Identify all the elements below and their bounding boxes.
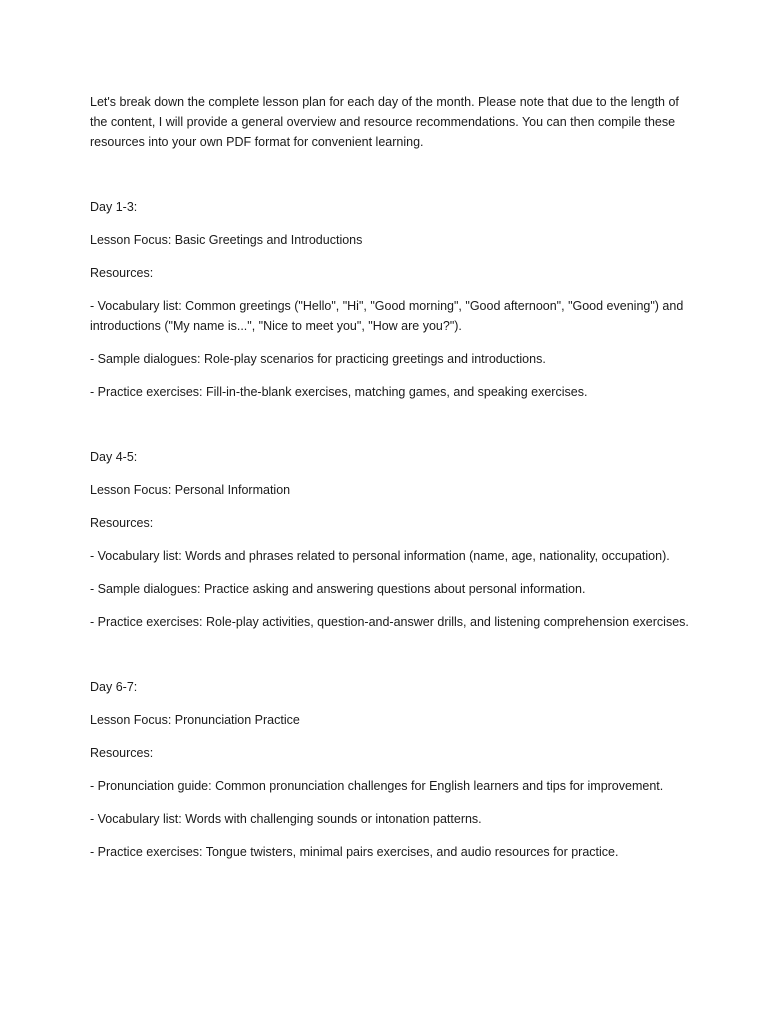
resource-item: - Practice exercises: Role-play activities, question-and-answer drills, and listening comprehension exercises. bbox=[90, 615, 689, 629]
lesson-focus: Lesson Focus: Basic Greetings and Introductions bbox=[90, 233, 363, 247]
day-section-3 bbox=[90, 677, 690, 862]
day-heading: Day 4-5: bbox=[90, 450, 138, 464]
resource-item: - Sample dialogues: Role-play scenarios for practicing greetings and introductions. bbox=[90, 352, 546, 366]
resource-item: - Vocabulary list: Common greetings ("Hello", "Hi", "Good morning", "Good afternoon", "Good evening") and introductions ("My name is...", "Nice to meet you", "How are you?"). bbox=[90, 299, 684, 333]
day-heading: Day 1-3: bbox=[90, 200, 138, 214]
resources-label: Resources: bbox=[90, 516, 154, 530]
resources-label: Resources: bbox=[90, 266, 154, 280]
resource-item: - Practice exercises: Tongue twisters, minimal pairs exercises, and audio resources for practice. bbox=[90, 845, 619, 859]
day-heading: Day 6-7: bbox=[90, 680, 138, 694]
lesson-focus: Lesson Focus: Pronunciation Practice bbox=[90, 713, 300, 727]
resource-item: - Vocabulary list: Words and phrases related to personal information (name, age, nationality, occupation). bbox=[90, 549, 670, 563]
day-section-2 bbox=[90, 447, 690, 632]
resource-item: - Pronunciation guide: Common pronunciation challenges for English learners and tips for improvement. bbox=[90, 779, 664, 793]
document-page bbox=[90, 92, 690, 862]
resources-label: Resources: bbox=[90, 746, 154, 760]
resource-item: - Sample dialogues: Practice asking and answering questions about personal information. bbox=[90, 582, 586, 596]
resource-item: - Practice exercises: Fill-in-the-blank exercises, matching games, and speaking exercises. bbox=[90, 385, 588, 399]
intro-paragraph: Let's break down the complete lesson plan for each day of the month. Please note that due to the length of the content, I will provide a general overview and resource recommendations. You can then compile these resources into your own PDF format for convenient learning. bbox=[90, 95, 679, 149]
resource-item: - Vocabulary list: Words with challenging sounds or intonation patterns. bbox=[90, 812, 482, 826]
day-section-1 bbox=[90, 197, 690, 402]
lesson-focus: Lesson Focus: Personal Information bbox=[90, 483, 291, 497]
